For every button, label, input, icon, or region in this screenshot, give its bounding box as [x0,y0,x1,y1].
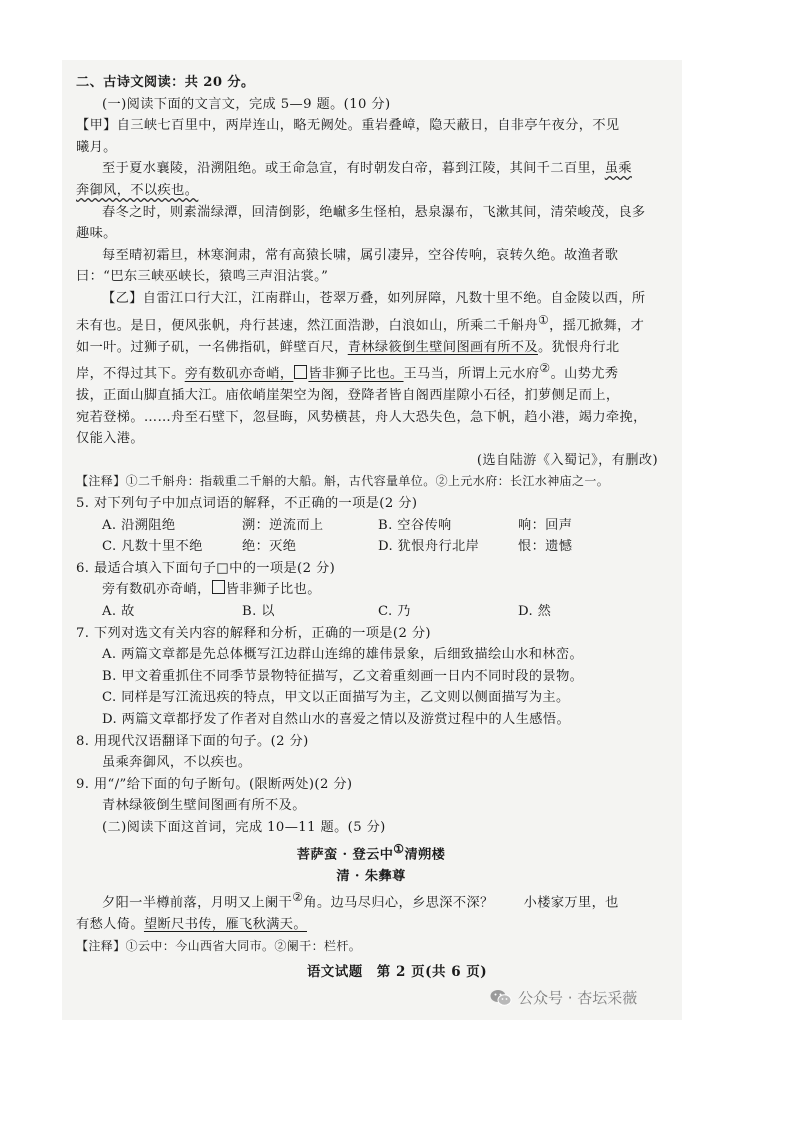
blank-box [294,365,307,379]
source-citation: (选自陆游《入蜀记》，有删改) [476,452,658,468]
annotation-2: 【注释】①云中：今山西省大同市。②阑干：栏杆。 [76,938,362,953]
poem-author: 清 · 朱彝尊 [336,868,406,884]
question-7: 7. 下列对选文有关内容的解释和分析，正确的一项是(2 分) A. 两篇文章都是先总体概写江边群山连绵的雄伟景象，后细致描绘山水和林峦。 B. 甲文着重抓住不同季节景物特征描写，乙文着重刻画一日内不同时段的景物。 C. 同样是写江流迅疾的特点，甲文以正面描写为主，乙文则以侧面描写为主。 D. 两篇文章都抒发了作者对自然山水的喜爱之情以及游赏过程中的人生感悟。 [76,625,584,727]
page-footer: 语文试题 第 2 页(共 6 页) [306,964,488,980]
exam-content [76,72,666,957]
part2-title: (二)阅读下面这首词，完成 10—11 题。(5 分) [102,819,386,835]
watermark: 公众号 · 杏坛采薇 [490,987,637,1008]
blank-box [212,580,225,594]
passage-jia: 【甲】自三峡七百里中，两岸连山，略无阙处。重岩叠嶂，隐天蔽日，自非亭午夜分，不见 曦月。 至于夏水襄陵，沿溯阻绝。或王命急宣，有时朝发白帝，暮到江陵，其间千二百里，虽乘 奔御风，不以疾也。 春冬之时，则素湍绿潭，回清倒影，绝𪩘多生怪柏，悬泉瀑布，飞漱其间，清荣峻茂，良多 趣味。 每至晴初霜旦，林寒涧肃，常有高猿长啸，属引凄异，空谷传响，哀转久绝。故渔者歌 曰：“巴东三峡巫峡长，猿鸣三声泪沾裳。” [76,118,646,285]
poem-title: 菩萨蛮 · 登云中①清朔楼 [296,841,446,862]
section-title: 二、古诗文阅读：共 20 分。 [76,75,255,90]
passage-yi: 【乙】自雷江口行大江，江南群山，苍翠万叠，如列屏障，凡数十里不绝。自金陵以西，所 未有也。是日，便风张帆，舟行甚速，然江面浩渺，白浪如山，所乘二千斛舟①，摇兀掀舞，才 如一叶。过狮子矶，一名佛指矶，鲜壁百尺，青林绿筱倒生壁间图画有所不及。犹恨舟行北 岸，不得过其下。旁有数矶亦奇峭， 皆非狮子比也。王马当，所谓上元水府②。山势尤秀 拔，正面山脚直插大江。庙依峭崖架空为阁，登降者皆自阁西崖隙小石径，扪萝侧足而上， 宛若登梯。……舟至石壁下，忽昼晦，风势横甚，舟人大恐失色，急下帆，趋小港，竭力牵挽， 仅能入港。 [76,290,647,447]
question-8: 8. 用现代汉语翻译下面的句子。(2 分) 虽乘奔御风，不以疾也。 [76,733,309,771]
underlined-sentence: 青林绿筱倒生壁间图画有所不及 [347,339,538,355]
annotation-1: 【注释】①二千斛舟：指载重二千斛的大船。斛，古代容量单位。②上元水府：长江水神庙之一。 [76,474,610,489]
poem: 菩萨蛮 · 登云中①清朔楼 清 · 朱彝尊 夕阳一半樽前落，月明又上阑干②角。边马尽归心，乡思深不深？ 小楼家万里，也 有愁人倚。望断尺书传，雁飞秋满天。 [76,839,666,936]
question-9: 9. 用“/”给下面的句子断句。(限断两处)(2 分) 青林绿筱倒生壁间图画有所不及。 [76,776,353,814]
wechat-icon [490,989,512,1007]
question-6: 6. 最适合填入下面句子□中的一项是(2 分) 旁有数矶亦奇峭， 皆非狮子比也。 A. 故 B. 以 C. 乃 D. 然 [76,560,552,620]
question-5: 5. 对下列句子中加点词语的解释，不正确的一项是(2 分) A. 沿溯阻绝 溯：逆流而上 B. 空谷传响 响：回声 C. 凡数十里不绝 绝：灭绝 D. 犹恨舟行北岸 恨：遗憾 [76,496,573,555]
part1-title: (一)阅读下面的文言文，完成 5—9 题。(10 分) [102,96,391,112]
